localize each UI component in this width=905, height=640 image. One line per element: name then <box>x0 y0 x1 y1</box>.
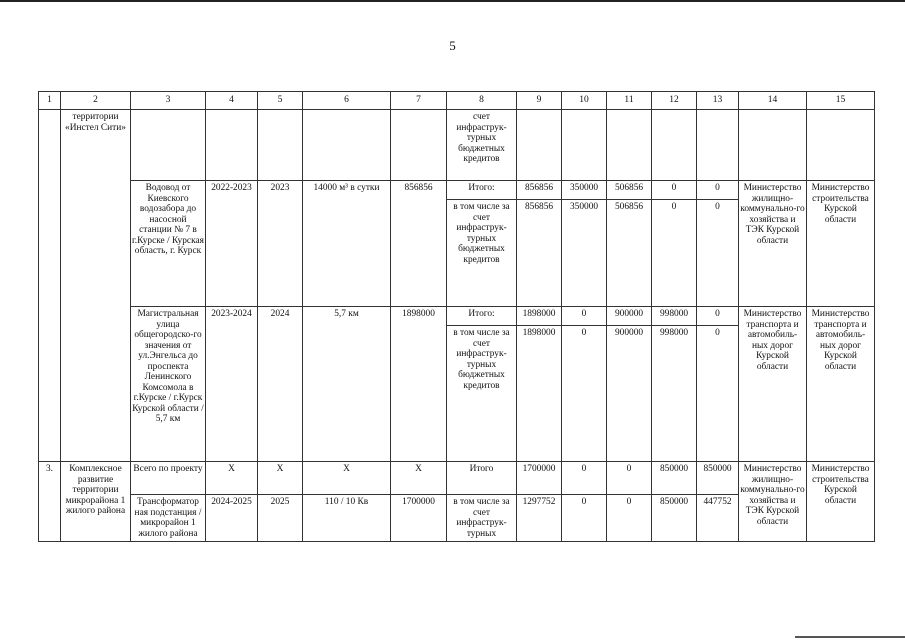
capacity-cell: Х <box>303 462 391 495</box>
header-cell: 10 <box>562 92 607 110</box>
responsible-cell: Министерство транспорта и автомобиль-ных дорог Курской области <box>739 307 807 462</box>
amount-cell: 350000 <box>562 200 607 307</box>
responsible-cell: Министерство строительства Курской области <box>807 462 875 542</box>
responsible-cell: Министерство транспорта и автомобиль-ных дорог Курской области <box>807 307 875 462</box>
funding-source-cell: счет инфраструк-турных бюджетных кредитов <box>447 110 517 181</box>
funding-source-cell: Итого: <box>447 181 517 200</box>
amount-cell: 1898000 <box>517 326 562 462</box>
amount-cell: 0 <box>562 307 607 326</box>
period-cell: 2024-2025 <box>206 495 258 542</box>
header-cell: 8 <box>447 92 517 110</box>
header-cell: 6 <box>303 92 391 110</box>
header-cell: 14 <box>739 92 807 110</box>
header-cell: 11 <box>607 92 652 110</box>
amount-cell: 998000 <box>652 326 697 462</box>
amount-cell: 900000 <box>607 326 652 462</box>
table-cell <box>258 110 303 181</box>
funding-source-cell: в том числе за счет инфраструк-турных бюджетных кредитов <box>447 326 517 462</box>
funding-source-cell: Итого: <box>447 307 517 326</box>
amount-cell: 0 <box>652 181 697 200</box>
amount-cell: 856856 <box>517 200 562 307</box>
year-cell: 2025 <box>258 495 303 542</box>
header-cell: 12 <box>652 92 697 110</box>
top-border-line <box>0 0 905 2</box>
amount-cell: 0 <box>607 495 652 542</box>
table-row <box>39 110 875 181</box>
year-cell: 2023 <box>258 181 303 307</box>
amount-cell: 506856 <box>607 200 652 307</box>
amount-cell: 447752 <box>697 495 739 542</box>
project-name-cell: Комплексное развитие территории микрорайона 1 жилого района <box>61 462 131 542</box>
scan-edge-mark <box>795 636 905 638</box>
header-cell: 5 <box>258 92 303 110</box>
table-header-row <box>39 92 875 110</box>
investment-projects-table <box>38 91 875 542</box>
amount-cell: 0 <box>607 462 652 495</box>
period-cell: 2023-2024 <box>206 307 258 462</box>
object-name-cell: Водовод от Киевского водозабора до насосной станции № 7 в г.Курске / Курская область, г. Курск <box>131 181 206 307</box>
page-number: 5 <box>449 38 456 53</box>
header-cell: 7 <box>391 92 447 110</box>
year-cell: 2024 <box>258 307 303 462</box>
header-cell: 13 <box>697 92 739 110</box>
cost-cell: 1700000 <box>391 495 447 542</box>
document-table-wrapper <box>38 91 875 542</box>
row-number-cell <box>39 110 61 462</box>
project-name-cell: территории «Инстел Сити» <box>61 110 131 462</box>
amount-cell: 850000 <box>652 495 697 542</box>
amount-cell: 1700000 <box>517 462 562 495</box>
amount-cell: 900000 <box>607 307 652 326</box>
header-cell: 2 <box>61 92 131 110</box>
year-cell: Х <box>258 462 303 495</box>
amount-cell: 850000 <box>697 462 739 495</box>
header-cell: 1 <box>39 92 61 110</box>
table-row <box>39 307 875 326</box>
table-cell <box>517 110 562 181</box>
table-cell <box>303 110 391 181</box>
cost-cell: 1898000 <box>391 307 447 462</box>
amount-cell: 0 <box>562 462 607 495</box>
amount-cell: 0 <box>697 326 739 462</box>
capacity-cell: 110 / 10 Кв <box>303 495 391 542</box>
table-row <box>39 181 875 200</box>
cost-cell: 856856 <box>391 181 447 307</box>
funding-source-cell: в том числе за счет инфраструк-турных бюджетных кредитов <box>447 200 517 307</box>
table-cell <box>652 110 697 181</box>
amount-cell: 0 <box>697 307 739 326</box>
object-name-cell: Всего по проекту <box>131 462 206 495</box>
header-cell: 15 <box>807 92 875 110</box>
amount-cell: 0 <box>697 181 739 200</box>
object-name-cell: Магистральная улица общегородско-го значения от ул.Энгельса до проспекта Ленинского Комсомола в г.Курске / г.Курск Курской области / 5,7 км <box>131 307 206 462</box>
amount-cell: 998000 <box>652 307 697 326</box>
responsible-cell: Министерство жилищно-коммунально-го хозяйства и ТЭК Курской области <box>739 462 807 542</box>
amount-cell: 350000 <box>562 181 607 200</box>
table-cell <box>562 110 607 181</box>
header-cell: 4 <box>206 92 258 110</box>
table-row <box>39 462 875 495</box>
table-cell <box>131 110 206 181</box>
capacity-cell: 14000 м³ в сутки <box>303 181 391 307</box>
amount-cell: 506856 <box>607 181 652 200</box>
funding-source-cell: в том числе за счет инфраструк-турных <box>447 495 517 542</box>
amount-cell: 0 <box>562 326 607 462</box>
table-cell <box>697 110 739 181</box>
table-cell <box>391 110 447 181</box>
period-cell: 2022-2023 <box>206 181 258 307</box>
table-cell <box>607 110 652 181</box>
cost-cell: Х <box>391 462 447 495</box>
responsible-cell: Министерство жилищно-коммунально-го хозяйства и ТЭК Курской области <box>739 181 807 307</box>
amount-cell: 1898000 <box>517 307 562 326</box>
funding-source-cell: Итого <box>447 462 517 495</box>
amount-cell: 850000 <box>652 462 697 495</box>
responsible-cell: Министерство строительства Курской области <box>807 181 875 307</box>
row-number-cell: 3. <box>39 462 61 542</box>
amount-cell: 1297752 <box>517 495 562 542</box>
amount-cell: 0 <box>652 200 697 307</box>
object-name-cell: Трансформатор ная подстанция / микрорайон 1 жилого района <box>131 495 206 542</box>
header-cell: 3 <box>131 92 206 110</box>
capacity-cell: 5,7 км <box>303 307 391 462</box>
amount-cell: 856856 <box>517 181 562 200</box>
table-cell <box>206 110 258 181</box>
header-cell: 9 <box>517 92 562 110</box>
table-cell <box>807 110 875 181</box>
table-cell <box>739 110 807 181</box>
period-cell: Х <box>206 462 258 495</box>
amount-cell: 0 <box>562 495 607 542</box>
amount-cell: 0 <box>697 200 739 307</box>
